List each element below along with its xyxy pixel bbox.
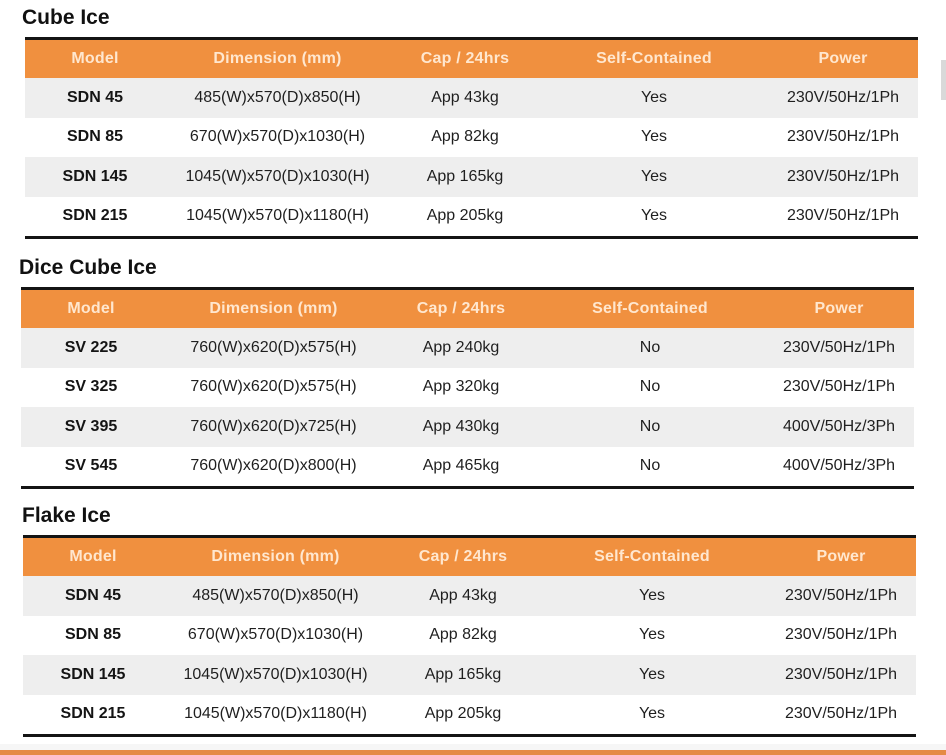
cell-capacity: App 165kg [424, 665, 502, 683]
cell-self-contained: Yes [638, 705, 666, 723]
cell-dimension: 670(W)x570(D)x1030(H) [189, 128, 366, 146]
table-bottom-rule [25, 236, 918, 239]
header-capacity: Cap / 24hrs [416, 300, 506, 317]
cell-dimension: 485(W)x570(D)x850(H) [192, 586, 359, 604]
header-self-contained: Self-Contained [596, 50, 712, 67]
cell-self-contained: No [639, 378, 661, 396]
cell-self-contained: Yes [638, 665, 666, 683]
section-title: Cube Ice [22, 6, 110, 29]
cell-model: SV 225 [64, 338, 118, 356]
cell-capacity: App 205kg [426, 207, 504, 225]
cell-power: 230V/50Hz/1Ph [786, 128, 900, 146]
table-row [23, 576, 916, 616]
cell-self-contained: No [639, 417, 661, 435]
section-flake-ice [22, 501, 111, 531]
cell-power: 230V/50Hz/1Ph [786, 207, 900, 225]
section-title: Dice Cube Ice [19, 256, 157, 279]
cell-capacity: App 82kg [431, 128, 499, 146]
cell-capacity: App 320kg [422, 378, 500, 396]
table-bottom-rule [23, 734, 916, 737]
cell-dimension: 760(W)x620(D)x575(H) [190, 338, 357, 356]
cell-dimension: 670(W)x570(D)x1030(H) [187, 626, 364, 644]
header-power: Power [814, 300, 864, 317]
cell-capacity: App 465kg [422, 457, 500, 475]
cell-dimension: 760(W)x620(D)x725(H) [190, 417, 357, 435]
header-self-contained: Self-Contained [592, 300, 708, 317]
cell-self-contained: No [639, 457, 661, 475]
cell-power: 230V/50Hz/1Ph [784, 586, 898, 604]
table-row [21, 368, 914, 408]
cell-power: 230V/50Hz/1Ph [786, 88, 900, 106]
table-row [23, 695, 916, 735]
cell-capacity: App 240kg [422, 338, 500, 356]
table-row [25, 197, 918, 237]
table-row [21, 407, 914, 447]
table-header-row [25, 40, 918, 78]
table-row [21, 447, 914, 487]
cell-dimension: 1045(W)x570(D)x1030(H) [185, 167, 370, 185]
cell-dimension: 1045(W)x570(D)x1180(H) [184, 705, 367, 723]
cell-self-contained: Yes [638, 586, 666, 604]
cell-model: SV 325 [64, 378, 118, 396]
cell-model: SDN 145 [60, 665, 126, 683]
header-dimension: Dimension (mm) [211, 548, 340, 565]
table-cube-ice [25, 37, 918, 239]
cell-capacity: App 43kg [429, 586, 497, 604]
header-dimension: Dimension (mm) [213, 50, 342, 67]
cell-dimension: 485(W)x570(D)x850(H) [194, 88, 361, 106]
cell-capacity: App 165kg [426, 167, 504, 185]
cell-model: SV 545 [64, 457, 118, 475]
cell-dimension: 1045(W)x570(D)x1180(H) [186, 207, 369, 225]
cell-self-contained: Yes [640, 207, 668, 225]
table-row [23, 655, 916, 695]
cell-self-contained: Yes [640, 128, 668, 146]
header-power: Power [818, 50, 868, 67]
table-row [25, 78, 918, 118]
cell-model: SDN 85 [64, 626, 122, 644]
cell-capacity: App 43kg [431, 88, 499, 106]
cell-power: 230V/50Hz/1Ph [786, 167, 900, 185]
table-flake-ice [23, 535, 916, 737]
cell-power: 400V/50Hz/3Ph [782, 457, 896, 475]
cell-model: SDN 145 [62, 167, 128, 185]
header-capacity: Cap / 24hrs [418, 548, 508, 565]
header-capacity: Cap / 24hrs [420, 50, 510, 67]
section-dice-cube-ice [19, 253, 157, 283]
cell-self-contained: Yes [640, 167, 668, 185]
cell-self-contained: No [639, 338, 661, 356]
table-header-row [21, 290, 914, 328]
table-row [25, 157, 918, 197]
cell-dimension: 1045(W)x570(D)x1030(H) [183, 665, 368, 683]
cell-model: SDN 85 [66, 128, 124, 146]
table-dice-cube-ice [21, 287, 914, 489]
header-power: Power [816, 548, 866, 565]
cell-capacity: App 82kg [429, 626, 497, 644]
page-edge-shadow [941, 60, 946, 100]
table-row [21, 328, 914, 368]
table-row [25, 118, 918, 158]
cell-self-contained: Yes [640, 88, 668, 106]
cell-self-contained: Yes [638, 626, 666, 644]
cell-power: 230V/50Hz/1Ph [784, 626, 898, 644]
section-cube-ice [22, 3, 110, 33]
cell-power: 230V/50Hz/1Ph [784, 705, 898, 723]
cell-power: 400V/50Hz/3Ph [782, 417, 896, 435]
header-model: Model [71, 50, 119, 67]
header-model: Model [69, 548, 117, 565]
cell-model: SDN 45 [64, 586, 122, 604]
section-title: Flake Ice [22, 504, 111, 527]
cell-model: SV 395 [64, 417, 118, 435]
cell-model: SDN 215 [60, 705, 126, 723]
page-footer-accent-line [0, 750, 946, 755]
cell-model: SDN 45 [66, 88, 124, 106]
table-bottom-rule [21, 486, 914, 489]
header-model: Model [67, 300, 115, 317]
cell-dimension: 760(W)x620(D)x800(H) [190, 457, 357, 475]
cell-power: 230V/50Hz/1Ph [784, 665, 898, 683]
header-self-contained: Self-Contained [594, 548, 710, 565]
cell-power: 230V/50Hz/1Ph [782, 378, 896, 396]
cell-capacity: App 205kg [424, 705, 502, 723]
cell-dimension: 760(W)x620(D)x575(H) [190, 378, 357, 396]
table-header-row [23, 538, 916, 576]
cell-power: 230V/50Hz/1Ph [782, 338, 896, 356]
header-dimension: Dimension (mm) [209, 300, 338, 317]
table-row [23, 616, 916, 656]
cell-model: SDN 215 [62, 207, 128, 225]
cell-capacity: App 430kg [422, 417, 500, 435]
